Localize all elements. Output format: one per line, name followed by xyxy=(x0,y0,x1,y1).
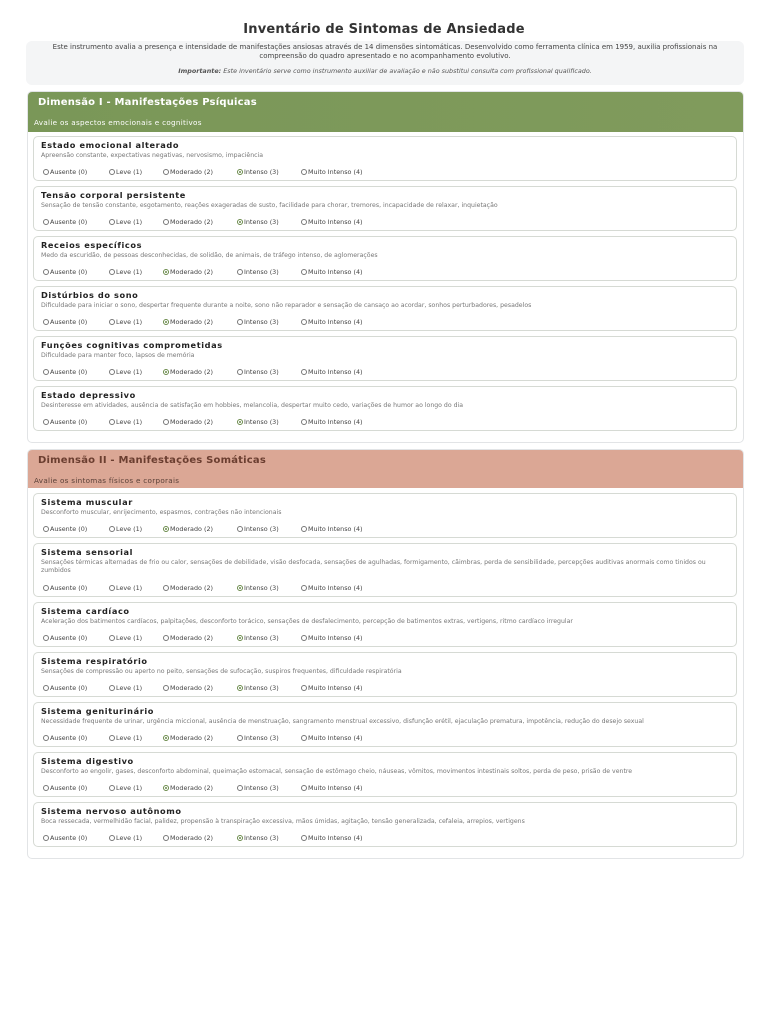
rating-option-3[interactable] xyxy=(237,218,279,226)
rating-option-label: Ausente (0) xyxy=(50,684,88,692)
radio-button[interactable] xyxy=(109,219,115,225)
question-description: Dificuldade para manter foco, lapsos de memória xyxy=(41,352,195,359)
rating-option-0[interactable] xyxy=(43,784,87,792)
rating-option-label: Muito Intenso (4) xyxy=(308,634,363,642)
rating-option-4[interactable] xyxy=(301,525,363,533)
radio-button[interactable] xyxy=(163,635,169,641)
question-title: Sistema nervoso autônomo xyxy=(41,806,182,816)
rating-option-label: Muito Intenso (4) xyxy=(308,418,363,426)
rating-option-3[interactable] xyxy=(237,318,279,326)
section-header xyxy=(28,450,743,488)
rating-option-label: Ausente (0) xyxy=(50,418,88,426)
question-title: Sistema geniturinário xyxy=(41,706,155,716)
question-description: Boca ressecada, vermelhidão facial, palidez, propensão à transpiração excessiva, mãos úmidas, agitação, tensão generalizada, cefaleia, arrepios, vertigens xyxy=(41,818,525,825)
rating-option-label: Ausente (0) xyxy=(50,525,88,533)
question-description: Desinteresse em atividades, ausência de satisfação em hobbies, melancolia, despertar muito cedo, variações de humor ao longo do dia xyxy=(41,402,464,409)
rating-options xyxy=(43,417,383,426)
section-1 xyxy=(27,91,744,443)
rating-option-1[interactable] xyxy=(109,734,142,742)
rating-option-label: Intenso (3) xyxy=(244,218,279,226)
rating-option-label: Moderado (2) xyxy=(170,834,214,842)
radio-button[interactable] xyxy=(163,785,169,791)
radio-button[interactable] xyxy=(301,219,307,225)
rating-option-label: Moderado (2) xyxy=(170,218,214,226)
intro-description: Este instrumento avalia a presença e intensidade de manifestações ansiosas através de 14 dimensões sintomáticas. Desenvolvido como ferramenta clínica em 1959, auxilia profissionais na compreensão do quadro apresentado e no acompanhamento evolutivo. xyxy=(52,43,718,60)
question-title: Receios específicos xyxy=(41,240,143,250)
rating-option-0[interactable] xyxy=(43,168,87,176)
rating-options xyxy=(43,683,383,692)
rating-option-label: Intenso (3) xyxy=(244,784,279,792)
radio-button[interactable] xyxy=(43,585,49,591)
radio-button[interactable] xyxy=(109,835,115,841)
rating-options xyxy=(43,833,383,842)
rating-option-0[interactable] xyxy=(43,368,87,376)
rating-option-1[interactable] xyxy=(109,834,142,842)
question-title: Tensão corporal persistente xyxy=(41,190,186,200)
rating-option-label: Ausente (0) xyxy=(50,268,88,276)
radio-button[interactable] xyxy=(301,735,307,741)
radio-button[interactable] xyxy=(237,169,243,175)
rating-option-label: Ausente (0) xyxy=(50,368,88,376)
radio-button[interactable] xyxy=(301,169,307,175)
radio-button[interactable] xyxy=(163,735,169,741)
radio-button[interactable] xyxy=(237,635,243,641)
rating-option-label: Intenso (3) xyxy=(244,368,279,376)
radio-button[interactable] xyxy=(301,269,307,275)
radio-button[interactable] xyxy=(301,835,307,841)
radio-button[interactable] xyxy=(163,319,169,325)
rating-option-label: Muito Intenso (4) xyxy=(308,834,363,842)
question-description: Aceleração dos batimentos cardíacos, palpitações, desconforto torácico, sensações de desfalecimento, percepção de batimentos extras, vertigens, ritmo cardíaco irregular xyxy=(41,618,573,625)
rating-option-3[interactable] xyxy=(237,368,279,376)
intro-note-label: Importante: xyxy=(178,67,222,75)
rating-option-label: Leve (1) xyxy=(116,734,143,742)
radio-button[interactable] xyxy=(43,219,49,225)
rating-option-1[interactable] xyxy=(109,418,142,426)
rating-option-4[interactable] xyxy=(301,634,363,642)
rating-option-3[interactable] xyxy=(237,784,279,792)
rating-option-label: Moderado (2) xyxy=(170,784,214,792)
radio-button[interactable] xyxy=(163,169,169,175)
rating-option-label: Leve (1) xyxy=(116,268,143,276)
rating-option-label: Muito Intenso (4) xyxy=(308,168,363,176)
rating-option-label: Moderado (2) xyxy=(170,734,214,742)
question-card xyxy=(33,802,737,847)
rating-option-label: Intenso (3) xyxy=(244,634,279,642)
rating-option-label: Muito Intenso (4) xyxy=(308,784,363,792)
radio-button[interactable] xyxy=(43,685,49,691)
rating-option-label: Muito Intenso (4) xyxy=(308,318,363,326)
radio-button[interactable] xyxy=(43,785,49,791)
question-card xyxy=(33,186,737,231)
rating-option-label: Moderado (2) xyxy=(170,684,214,692)
rating-option-label: Leve (1) xyxy=(116,318,143,326)
radio-button[interactable] xyxy=(109,685,115,691)
question-description: Dificuldade para iniciar o sono, despertar frequente durante a noite, sono não reparador e sensação de cansaço ao acordar, sonhos perturbadores, pesadelos xyxy=(41,302,532,309)
rating-option-1[interactable] xyxy=(109,584,142,592)
rating-option-0[interactable] xyxy=(43,218,87,226)
question-description: Medo da escuridão, de pessoas desconhecidas, de solidão, de animais, de tráfego intenso, de aglomerações xyxy=(41,252,378,259)
question-card xyxy=(33,336,737,381)
rating-option-4[interactable] xyxy=(301,684,363,692)
question-title: Distúrbios do sono xyxy=(41,290,139,300)
rating-option-1[interactable] xyxy=(109,784,142,792)
rating-option-4[interactable] xyxy=(301,784,363,792)
rating-option-label: Intenso (3) xyxy=(244,684,279,692)
rating-option-0[interactable] xyxy=(43,268,87,276)
question-card xyxy=(33,386,737,431)
section-subtitle: Avalie os sintomas físicos e corporais xyxy=(34,476,180,485)
radio-button[interactable] xyxy=(43,169,49,175)
radio-button[interactable] xyxy=(237,269,243,275)
rating-option-4[interactable] xyxy=(301,318,363,326)
rating-options xyxy=(43,783,383,792)
rating-option-3[interactable] xyxy=(237,268,279,276)
rating-option-2[interactable] xyxy=(163,584,213,592)
radio-button[interactable] xyxy=(163,585,169,591)
rating-option-0[interactable] xyxy=(43,634,87,642)
rating-option-label: Ausente (0) xyxy=(50,318,88,326)
rating-option-0[interactable] xyxy=(43,684,87,692)
radio-button[interactable] xyxy=(43,369,49,375)
radio-button[interactable] xyxy=(109,169,115,175)
question-card xyxy=(33,286,737,331)
rating-option-2[interactable] xyxy=(163,525,213,533)
rating-option-2[interactable] xyxy=(163,218,213,226)
rating-option-label: Leve (1) xyxy=(116,368,143,376)
rating-option-label: Moderado (2) xyxy=(170,318,214,326)
radio-button[interactable] xyxy=(43,526,49,532)
rating-option-label: Muito Intenso (4) xyxy=(308,268,363,276)
question-description: Sensações térmicas alternadas de frio ou calor, sensações de debilidade, visão desfocada, sensações de agulhadas, formigamento, cãimbras, perda de sensibilidade, percepções auditivas anormais como tinidos ou zumbidos xyxy=(41,559,706,574)
rating-option-label: Intenso (3) xyxy=(244,318,279,326)
rating-option-1[interactable] xyxy=(109,218,142,226)
question-description: Sensações de compressão ou aperto no peito, sensações de sufocação, suspiros frequentes, dificuldade respiratória xyxy=(41,668,402,675)
rating-options xyxy=(43,167,383,176)
rating-option-4[interactable] xyxy=(301,418,363,426)
radio-button[interactable] xyxy=(237,685,243,691)
radio-button[interactable] xyxy=(43,319,49,325)
rating-option-label: Muito Intenso (4) xyxy=(308,368,363,376)
rating-option-4[interactable] xyxy=(301,584,363,592)
radio-button[interactable] xyxy=(237,835,243,841)
rating-option-1[interactable] xyxy=(109,268,142,276)
radio-button[interactable] xyxy=(237,219,243,225)
radio-button[interactable] xyxy=(237,585,243,591)
radio-button[interactable] xyxy=(237,735,243,741)
radio-button[interactable] xyxy=(237,419,243,425)
question-description: Desconforto muscular, enrijecimento, espasmos, contrações não intencionais xyxy=(41,509,282,516)
rating-option-4[interactable] xyxy=(301,834,363,842)
radio-button[interactable] xyxy=(163,269,169,275)
radio-button[interactable] xyxy=(301,785,307,791)
rating-option-label: Muito Intenso (4) xyxy=(308,734,363,742)
rating-options xyxy=(43,524,383,533)
radio-button[interactable] xyxy=(109,369,115,375)
rating-option-label: Leve (1) xyxy=(116,834,143,842)
rating-option-4[interactable] xyxy=(301,368,363,376)
rating-option-label: Ausente (0) xyxy=(50,834,88,842)
rating-option-label: Ausente (0) xyxy=(50,218,88,226)
rating-option-label: Ausente (0) xyxy=(50,734,88,742)
question-title: Estado depressivo xyxy=(41,390,136,400)
rating-option-2[interactable] xyxy=(163,318,213,326)
radio-button[interactable] xyxy=(301,685,307,691)
rating-options xyxy=(43,583,383,592)
rating-option-label: Moderado (2) xyxy=(170,525,214,533)
radio-button[interactable] xyxy=(237,319,243,325)
rating-option-0[interactable] xyxy=(43,418,87,426)
rating-option-label: Muito Intenso (4) xyxy=(308,525,363,533)
rating-option-1[interactable] xyxy=(109,318,142,326)
question-title: Sistema sensorial xyxy=(41,547,134,557)
radio-button[interactable] xyxy=(109,526,115,532)
radio-button[interactable] xyxy=(301,369,307,375)
rating-option-label: Moderado (2) xyxy=(170,268,214,276)
rating-option-1[interactable] xyxy=(109,684,142,692)
rating-option-0[interactable] xyxy=(43,734,87,742)
intro-note xyxy=(36,67,734,75)
radio-button[interactable] xyxy=(109,419,115,425)
radio-button[interactable] xyxy=(43,419,49,425)
radio-button[interactable] xyxy=(163,419,169,425)
section-2 xyxy=(27,449,744,859)
rating-option-3[interactable] xyxy=(237,418,279,426)
radio-button[interactable] xyxy=(43,269,49,275)
question-title: Sistema muscular xyxy=(41,497,133,507)
rating-option-label: Intenso (3) xyxy=(244,168,279,176)
question-description: Desconforto ao engolir, gases, desconforto abdominal, queimação estomacal, sensação de estômago cheio, náuseas, vômitos, movimentos intestinais soltos, perda de peso, prisão de ventre xyxy=(41,768,633,775)
rating-options xyxy=(43,633,383,642)
question-title: Sistema respiratório xyxy=(41,656,148,666)
radio-button[interactable] xyxy=(237,785,243,791)
question-title: Funções cognitivas comprometidas xyxy=(41,340,223,350)
radio-button[interactable] xyxy=(109,785,115,791)
radio-button[interactable] xyxy=(43,635,49,641)
rating-option-2[interactable] xyxy=(163,634,213,642)
intro-note-text: Este inventário serve como instrumento auxiliar de avaliação e não substitui consulta com profissional qualificado. xyxy=(221,67,592,75)
rating-option-1[interactable] xyxy=(109,168,142,176)
rating-option-3[interactable] xyxy=(237,584,279,592)
question-card xyxy=(33,602,737,647)
section-subtitle: Avalie os aspectos emocionais e cognitivos xyxy=(34,118,202,127)
radio-button[interactable] xyxy=(109,269,115,275)
rating-option-1[interactable] xyxy=(109,525,142,533)
radio-button[interactable] xyxy=(301,585,307,591)
rating-option-4[interactable] xyxy=(301,218,363,226)
rating-option-label: Leve (1) xyxy=(116,168,143,176)
intro-box xyxy=(26,41,744,85)
rating-option-2[interactable] xyxy=(163,168,213,176)
rating-option-label: Muito Intenso (4) xyxy=(308,218,363,226)
rating-option-3[interactable] xyxy=(237,634,279,642)
section-header xyxy=(28,92,743,132)
question-title: Estado emocional alterado xyxy=(41,140,180,150)
radio-button[interactable] xyxy=(163,219,169,225)
rating-option-label: Intenso (3) xyxy=(244,525,279,533)
rating-option-3[interactable] xyxy=(237,168,279,176)
question-card xyxy=(33,652,737,697)
rating-option-label: Intenso (3) xyxy=(244,834,279,842)
radio-button[interactable] xyxy=(163,685,169,691)
section-title: Dimensão II - Manifestações Somáticas xyxy=(38,455,267,466)
rating-option-label: Leve (1) xyxy=(116,684,143,692)
question-title: Sistema digestivo xyxy=(41,756,134,766)
question-card xyxy=(33,752,737,797)
radio-button[interactable] xyxy=(301,635,307,641)
rating-option-0[interactable] xyxy=(43,318,87,326)
rating-option-label: Intenso (3) xyxy=(244,268,279,276)
rating-option-label: Leve (1) xyxy=(116,525,143,533)
radio-button[interactable] xyxy=(109,635,115,641)
question-card xyxy=(33,236,737,281)
rating-option-label: Moderado (2) xyxy=(170,634,214,642)
rating-options xyxy=(43,317,383,326)
rating-option-label: Ausente (0) xyxy=(50,584,88,592)
radio-button[interactable] xyxy=(163,369,169,375)
question-description: Sensação de tensão constante, esgotamento, reações exageradas de susto, facilidade para chorar, tremores, incapacidade de relaxar, inquietação xyxy=(41,202,498,209)
question-card xyxy=(33,493,737,538)
radio-button[interactable] xyxy=(109,585,115,591)
rating-option-0[interactable] xyxy=(43,525,87,533)
rating-option-1[interactable] xyxy=(109,368,142,376)
rating-option-label: Intenso (3) xyxy=(244,584,279,592)
rating-option-label: Leve (1) xyxy=(116,584,143,592)
rating-option-label: Moderado (2) xyxy=(170,168,214,176)
question-card xyxy=(33,702,737,747)
radio-button[interactable] xyxy=(163,526,169,532)
rating-option-4[interactable] xyxy=(301,734,363,742)
radio-button[interactable] xyxy=(109,735,115,741)
rating-options xyxy=(43,367,383,376)
question-description: Apreensão constante, expectativas negativas, nervosismo, impaciência xyxy=(41,152,264,159)
rating-option-3[interactable] xyxy=(237,525,279,533)
question-description: Necessidade frequente de urinar, urgência miccional, ausência de menstruação, sangramento menstrual excessivo, disfunção erétil, ejaculação prematura, impotência, redução do desejo sexual xyxy=(41,718,644,725)
rating-option-label: Leve (1) xyxy=(116,634,143,642)
radio-button[interactable] xyxy=(43,835,49,841)
rating-options xyxy=(43,267,383,276)
rating-option-label: Moderado (2) xyxy=(170,584,214,592)
rating-option-label: Leve (1) xyxy=(116,784,143,792)
question-card xyxy=(33,136,737,181)
radio-button[interactable] xyxy=(43,735,49,741)
rating-option-label: Leve (1) xyxy=(116,218,143,226)
radio-button[interactable] xyxy=(301,419,307,425)
rating-option-label: Ausente (0) xyxy=(50,784,88,792)
question-title: Sistema cardíaco xyxy=(41,606,130,616)
radio-button[interactable] xyxy=(301,319,307,325)
rating-option-label: Ausente (0) xyxy=(50,634,88,642)
rating-options xyxy=(43,217,383,226)
rating-option-2[interactable] xyxy=(163,418,213,426)
rating-option-2[interactable] xyxy=(163,734,213,742)
radio-button[interactable] xyxy=(237,369,243,375)
rating-option-2[interactable] xyxy=(163,834,213,842)
rating-option-2[interactable] xyxy=(163,268,213,276)
section-title: Dimensão I - Manifestações Psíquicas xyxy=(38,97,257,108)
rating-option-1[interactable] xyxy=(109,634,142,642)
rating-option-3[interactable] xyxy=(237,834,279,842)
page-title: Inventário de Sintomas de Ansiedade xyxy=(243,22,525,37)
question-card xyxy=(33,543,737,597)
rating-option-2[interactable] xyxy=(163,368,213,376)
radio-button[interactable] xyxy=(301,526,307,532)
rating-option-4[interactable] xyxy=(301,168,363,176)
rating-option-label: Moderado (2) xyxy=(170,368,214,376)
rating-option-label: Ausente (0) xyxy=(50,168,88,176)
rating-option-2[interactable] xyxy=(163,784,213,792)
rating-option-label: Intenso (3) xyxy=(244,734,279,742)
rating-option-4[interactable] xyxy=(301,268,363,276)
rating-option-3[interactable] xyxy=(237,684,279,692)
rating-option-0[interactable] xyxy=(43,834,87,842)
rating-option-2[interactable] xyxy=(163,684,213,692)
rating-option-label: Muito Intenso (4) xyxy=(308,584,363,592)
radio-button[interactable] xyxy=(109,319,115,325)
rating-option-label: Muito Intenso (4) xyxy=(308,684,363,692)
radio-button[interactable] xyxy=(237,526,243,532)
rating-options xyxy=(43,733,383,742)
rating-option-label: Intenso (3) xyxy=(244,418,279,426)
rating-option-label: Leve (1) xyxy=(116,418,143,426)
radio-button[interactable] xyxy=(163,835,169,841)
rating-option-3[interactable] xyxy=(237,734,279,742)
rating-option-label: Moderado (2) xyxy=(170,418,214,426)
rating-option-0[interactable] xyxy=(43,584,87,592)
